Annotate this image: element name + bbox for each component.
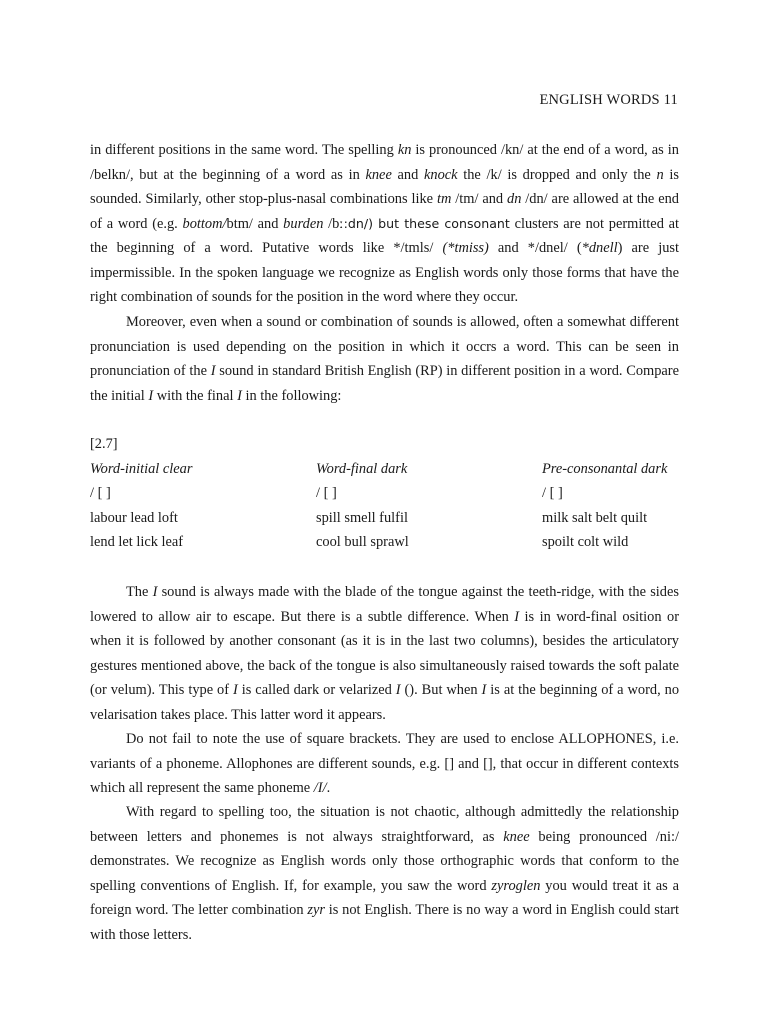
table-cell: lend let lick leaf <box>90 534 184 550</box>
table-cell: milk salt belt quilt <box>542 509 648 526</box>
table-cell: / [ ] <box>316 485 337 501</box>
table-cell: cool bull sprawl <box>316 534 409 550</box>
table-header-row <box>90 457 690 482</box>
table-cell: / [ ] <box>542 485 563 501</box>
example-table <box>90 432 690 555</box>
paragraph-5: With regard to spelling too, the situation is not chaotic, although admittedly the relationship between letters and phonemes is not always straightforward, as knee being pronounced /ni:/ demonstrates. We recognize as English words only those orthographic words that conform to the spelling conventions of English. If, for example, you saw the word zyroglen you would treat it as a foreign word. The letter combination zyr is not English. There is no way a word in English could start with those letters. <box>90 804 679 943</box>
paragraph-2: Moreover, even when a sound or combination of sounds is allowed, often a somewhat different pronunciation is used depending on the position in which it occrs a word. This can be seen in pronunciation of the I sound in standard British English (RP) in different position in a word. Compare the initial I with the final I in the following: <box>90 314 679 404</box>
table-row <box>90 506 690 531</box>
column-heading: Pre-consonantal dark <box>542 460 668 477</box>
example-number: [2.7] <box>90 436 118 452</box>
paragraph-3: The I sound is always made with the blade of the tongue against the teeth-ridge, with the sides lowered to allow air to escape. But there is a subtle difference. When I is in word-final osition or when it is followed by another consonant (as it is in the last two columns), besides the articulatory gestures mentioned above, the back of the tongue is also simultaneously raised towards the soft palate (or velum). This type of I is called dark or velarized I (). But when I is at the beginning of a word, no velarisation takes place. This latter word it appears. <box>90 584 680 723</box>
table-cell: labour lead loft <box>90 509 178 526</box>
column-heading: Word-final dark <box>316 460 408 477</box>
table-cell: spill smell fulfil <box>316 509 408 526</box>
table-row <box>90 481 690 506</box>
table-cell: spoilt colt wild <box>542 534 629 550</box>
column-heading: Word-initial clear <box>90 460 193 477</box>
paragraph-1: in different positions in the same word. The spelling kn is pronounced /kn/ at the end of a word, as in /belkn/, but at the beginning of a word as in knee and knock the /k/ is dropped and only the n is sounded. Similarly, other stop-plus-nasal combinations like tm /tm/ and dn /dn/ are allowed at the end of a word (e.g. bottom/btm/ and burden /bː:dn/) but these consonant clusters are not permitted at the beginning of a word. Putative words like */tmls/ (*tmiss) and */dnel/ (*dnell) are just impermissible. In the spoken language we recognize as English words only those forms that have the right combination of sounds for the position in the word where they occur. <box>90 142 680 305</box>
running-header: ENGLISH WORDS 11 <box>539 92 678 108</box>
paragraph-4: Do not fail to note the use of square brackets. They are used to enclose ALLOPHONES, i.e. variants of a phoneme. Allophones are different sounds, e.g. [] and [], that occur in different contexts which all represent the same phoneme /I/. <box>90 731 679 796</box>
table-cell: / [ ] <box>90 485 111 501</box>
table-row <box>90 530 690 555</box>
